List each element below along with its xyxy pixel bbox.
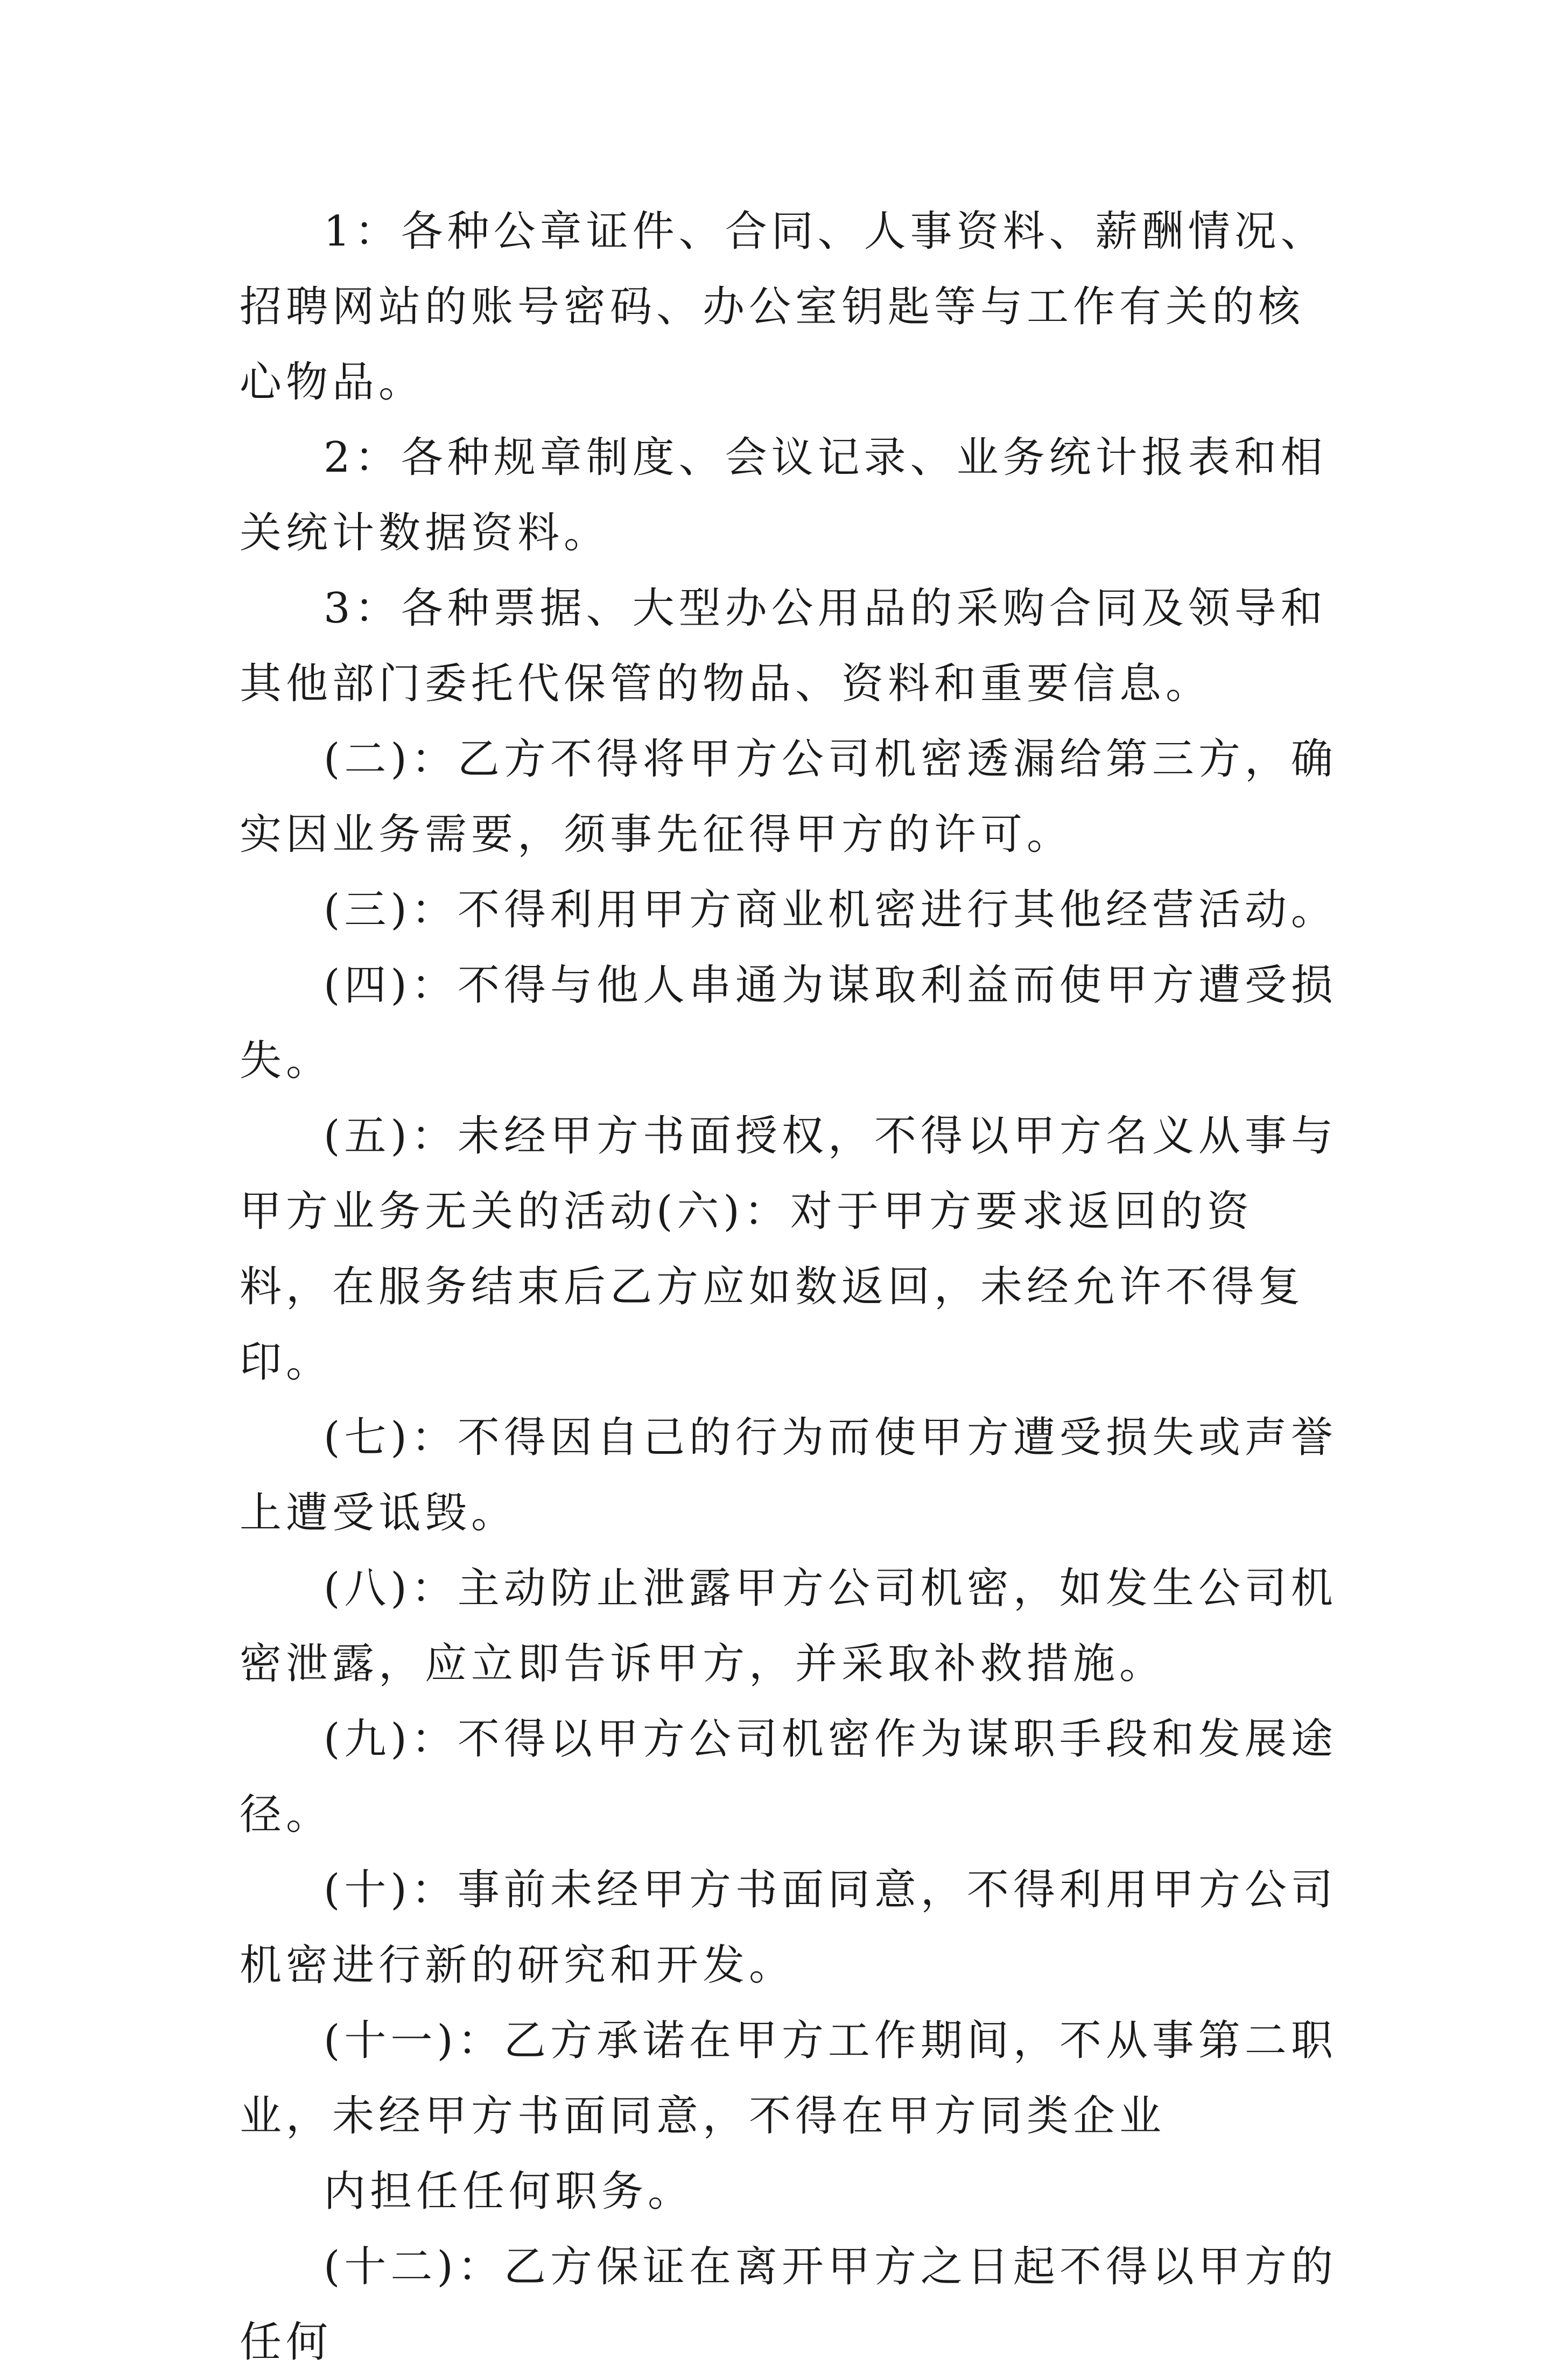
paragraph-clause-7: (七)：不得因自己的行为而使甲方遭受损失或声誉上遭受诋毁。 [240, 1413, 1337, 1537]
paragraph-item-2: 2：各种规章制度、会议记录、业务统计报表和相关统计数据资料。 [240, 433, 1327, 557]
paragraph-clause-4: (四)：不得与他人串通为谋取利益而使甲方遭受损失。 [240, 961, 1337, 1085]
paragraph-clause-5-6: (五)：未经甲方书面授权，不得以甲方名义从事与甲方业务无关的活动(六)：对于甲方要求返回的资料，在服务结束后乙方应如数返回，未经允许不得复印。 [240, 1112, 1337, 1387]
paragraph-clause-8: (八)：主动防止泄露甲方公司机密，如发生公司机密泄露，应立即告诉甲方，并采取补救措施。 [240, 1564, 1337, 1688]
paragraph-clause-11-continued: 内担任任何职务。 [324, 2167, 694, 2216]
paragraph-clause-10: (十)：事前未经甲方书面同意，不得利用甲方公司机密进行新的研究和开发。 [240, 1866, 1337, 1990]
paragraph-clause-9: (九)：不得以甲方公司机密作为谋职手段和发展途径。 [240, 1715, 1337, 1839]
document-body [240, 194, 1338, 2380]
paragraph-item-3: 3：各种票据、大型办公用品的采购合同及领导和其他部门委托代保管的物品、资料和重要信息。 [240, 584, 1327, 708]
paragraph-clause-12: (十二)：乙方保证在离开甲方之日起不得以甲方的任何 [240, 2243, 1337, 2367]
paragraph-clause-11: (十一)：乙方承诺在甲方工作期间，不从事第二职业，未经甲方书面同意，不得在甲方同类企业 [240, 2017, 1337, 2140]
paragraph-clause-2: (二)：乙方不得将甲方公司机密透漏给第三方，确实因业务需要，须事先征得甲方的许可。 [240, 735, 1337, 859]
paragraph-item-1: 1：各种公章证件、合同、人事资料、薪酬情况、招聘网站的账号密码、办公室钥匙等与工作有关的核心物品。 [240, 207, 1327, 407]
paragraph-clause-3: (三)：不得利用甲方商业机密进行其他经营活动。 [324, 886, 1337, 934]
